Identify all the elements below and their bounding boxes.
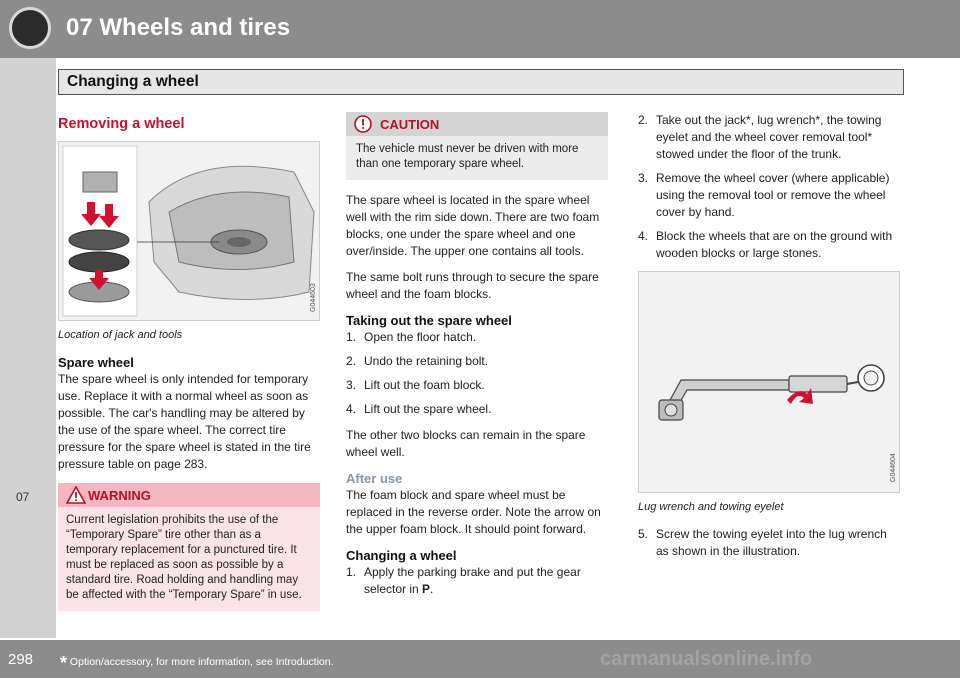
list-item: 4. Block the wheels that are on the ground with wooden blocks or large stones.	[638, 229, 893, 260]
page-footer	[0, 640, 960, 678]
blocks-remain-text: The other two blocks can remain in the spare wheel well.	[346, 428, 586, 459]
changing-steps	[346, 564, 608, 598]
figure-caption: Location of jack and tools	[58, 329, 183, 341]
section-title: Changing a wheel	[67, 73, 199, 90]
trunk-illustration	[59, 142, 319, 320]
after-use-heading: After use	[346, 471, 403, 486]
warning-triangle-icon	[66, 486, 86, 504]
bolt-text: The same bolt runs through to secure the spare wheel and the foam blocks.	[346, 270, 599, 301]
removing-wheel-heading: Removing a wheel	[58, 116, 185, 132]
footnote	[60, 653, 334, 674]
changing-steps-continued	[638, 112, 900, 262]
list-item: 2. Take out the jack*, lug wrench*, the towing eyelet and the wheel cover removal tool* stowed under the floor of the trunk.	[638, 113, 882, 161]
caution-text: The vehicle must never be driven with more than one temporary spare wheel.	[356, 143, 579, 170]
chapter-tab-number: 07	[16, 490, 30, 504]
figure-code: G044604	[890, 453, 897, 482]
list-item: 3. Lift out the foam block.	[346, 378, 485, 392]
lug-wrench-drawing	[639, 272, 899, 492]
column-2	[346, 112, 608, 607]
list-item: 1. Open the floor hatch.	[346, 330, 477, 344]
warning-header	[58, 483, 320, 507]
chapter-tab	[0, 58, 56, 638]
spare-wheel-heading: Spare wheel	[58, 355, 134, 370]
spare-location-text: The spare wheel is located in the spare wheel well with the rim side down. There are two foam blocks, one under the spare wheel and one over/inside. The upper one contains all tools.	[346, 193, 600, 258]
section-bar	[58, 69, 904, 95]
figure-code: G044603	[310, 283, 317, 312]
watermark: carmanualsonline.info	[600, 648, 813, 670]
taking-out-heading: Taking out the spare wheel	[346, 313, 512, 328]
list-item: 3. Remove the wheel cover (where applicable) using the removal tool or remove the wheel cover by hand.	[638, 171, 890, 219]
caution-header	[346, 112, 608, 136]
warning-title: WARNING	[88, 488, 151, 503]
caution-circle-icon	[354, 115, 372, 133]
changing-wheel-heading: Changing a wheel	[346, 548, 457, 563]
wheel-icon	[9, 7, 51, 49]
footnote-star: *	[60, 653, 68, 673]
warning-box	[58, 483, 320, 611]
caution-box	[346, 112, 608, 180]
after-use-text: The foam block and spare wheel must be replaced in the reverse order. Note the arrow on the upper foam block. It should point forward.	[346, 488, 601, 536]
footnote-text: Option/accessory, for more information, see Introduction.	[67, 656, 334, 668]
list-item: 1. Apply the parking brake and put the gear selector in P.	[346, 565, 581, 596]
changing-steps-final	[638, 526, 900, 560]
spare-wheel-text: The spare wheel is only intended for temporary use. Replace it with a normal wheel as soon as possible. The car's handling may be altered by the use of the spare wheel. The correct tire pressure for the spare wheel is stated in the tire pressure table on page 283.	[58, 372, 311, 471]
taking-out-steps	[346, 329, 608, 418]
page-header	[0, 0, 960, 58]
column-3	[638, 112, 900, 569]
chapter-title: 07 Wheels and tires	[66, 14, 291, 41]
list-item: 5. Screw the towing eyelet into the lug wrench as shown in the illustration.	[638, 527, 887, 558]
page-number: 298	[8, 651, 34, 668]
column-1	[58, 112, 320, 611]
lug-wrench-illustration	[638, 271, 900, 493]
gear-position: P	[422, 582, 431, 596]
list-item: 2. Undo the retaining bolt.	[346, 354, 489, 368]
jack-tools-illustration	[58, 141, 320, 321]
caution-title: CAUTION	[380, 117, 440, 132]
warning-text: Current legislation prohibits the use of the “Temporary Spare” tire other than as a temporary replacement for a punctured tire. It must be replaced as soon as possible by a standard tire. Road holding and handling may be affected with the “Temporary Spare” in use.	[66, 514, 302, 601]
figure-caption: Lug wrench and towing eyelet	[638, 501, 784, 513]
list-item: 4. Lift out the spare wheel.	[346, 402, 492, 416]
